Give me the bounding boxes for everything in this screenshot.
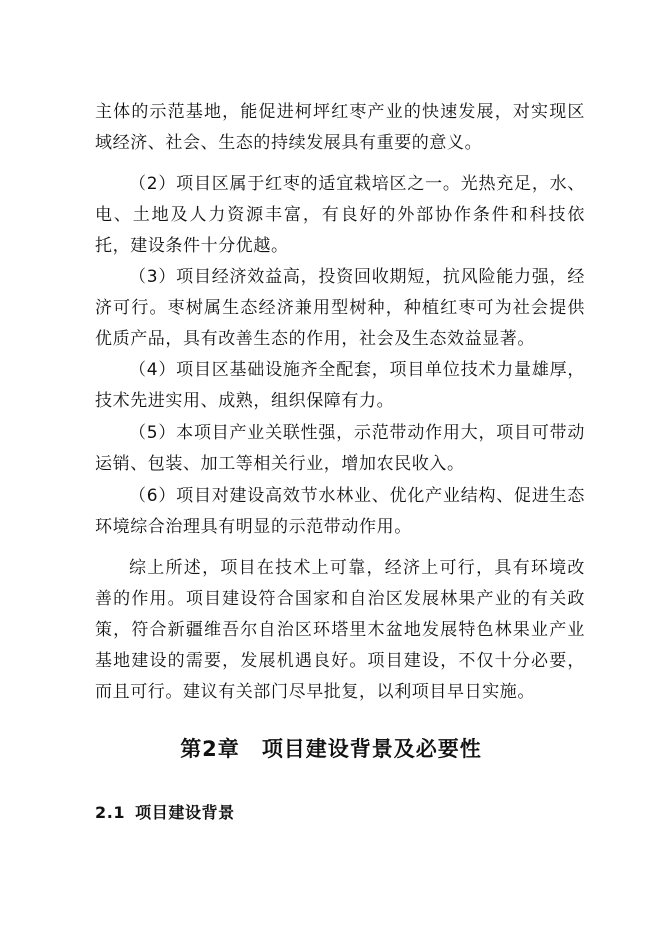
chapter-number: 第2章 [180, 737, 240, 761]
paragraph-point-2: （2）项目区属于红枣的适宜栽培区之一。光热充足，水、电、土地及人力资源丰富，有良好的外部协作条件和科技依托，建设条件十分优越。 [95, 174, 585, 256]
chapter-heading [0, 733, 662, 763]
paragraph-point-3: （3）项目经济效益高，投资回收期短，抗风险能力强，经济可行。枣树属生态经济兼用型树种，种植红枣可为社会提供优质产品，具有改善生态的作用，社会及生态效益显著。 [95, 267, 585, 349]
section-heading [95, 800, 235, 823]
paragraph-point-5: （5）本项目产业关联性强，示范带动作用大，项目可带动运销、包装、加工等相关行业，增加农民收入。 [95, 423, 585, 474]
paragraph-point-4: （4）项目区基础设施齐全配套，项目单位技术力量雄厚，技术先进实用、成熟，组织保障有力。 [95, 360, 585, 411]
section-number: 2.1 [95, 803, 126, 822]
section-title: 项目建设背景 [135, 803, 235, 822]
paragraph-summary: 综上所述，项目在技术上可靠，经济上可行，具有环境改善的作用。项目建设符合国家和自治区发展林果产业的有关政策，符合新疆维吾尔自治区环塔里木盆地发展特色林果业产业基地建设的需要，发展机遇良好。项目建设，不仅十分必要，而且可行。建议有关部门尽早批复，以利项目早日实施。 [95, 558, 585, 702]
chapter-title: 项目建设背景及必要性 [261, 737, 482, 761]
paragraph-point-6: （6）项目对建设高效节水林业、优化产业结构、促进生态环境综合治理具有明显的示范带动作用。 [95, 486, 585, 537]
paragraph-intro-continued: 主体的示范基地，能促进柯坪红枣产业的快速发展，对实现区域经济、社会、生态的持续发展具有重要的意义。 [95, 102, 585, 153]
